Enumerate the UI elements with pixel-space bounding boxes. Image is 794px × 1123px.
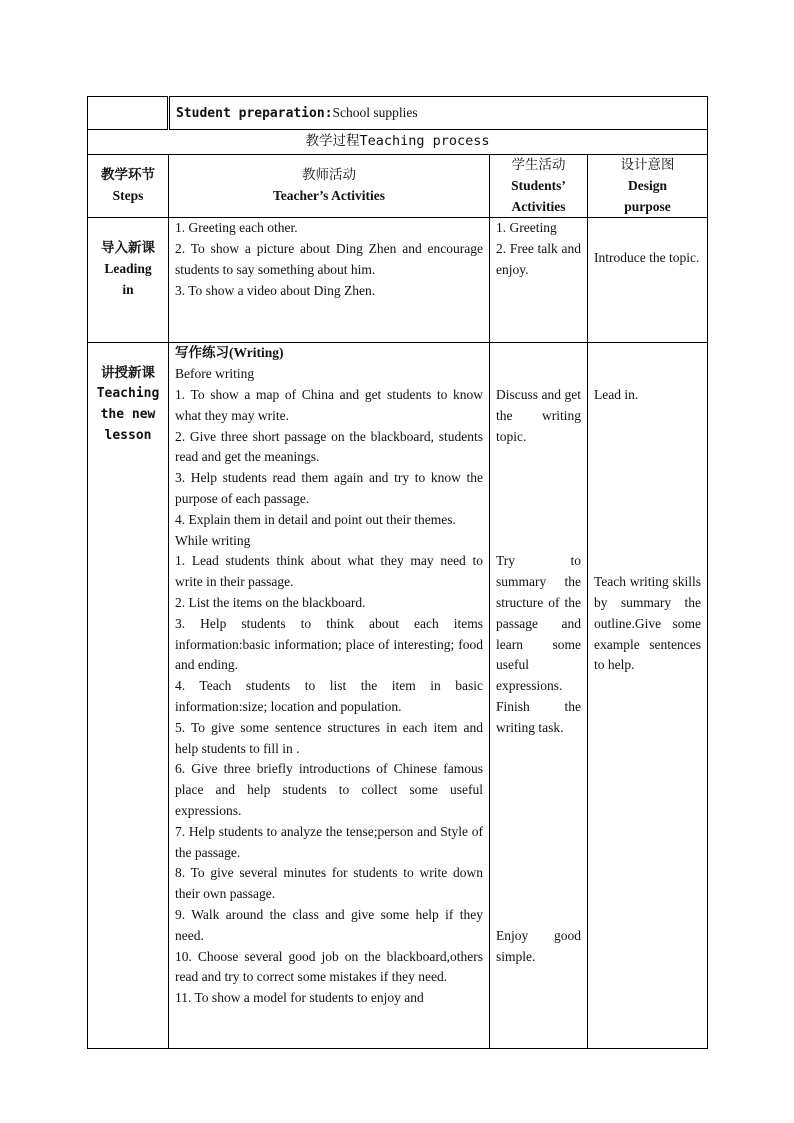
purpose-leading-in: Introduce the topic. [588, 218, 708, 343]
spacer [496, 863, 581, 884]
row-teaching [88, 343, 708, 1049]
teacher-leading-in [169, 218, 490, 343]
header-teacher-en: Teacher’s Activities [272, 188, 386, 204]
prep-label: Student preparation: [176, 106, 333, 121]
spacer [496, 843, 581, 864]
lesson-plan-table [87, 96, 708, 1049]
step-leading-en2: in [122, 281, 134, 297]
spacer [496, 759, 581, 780]
spacer [496, 364, 581, 385]
spacer [594, 531, 701, 552]
teacher-item: 1. Lead students think about what they may need to write in their passage. [175, 553, 483, 590]
spacer [594, 364, 701, 385]
student-item: Enjoy good simple. [496, 927, 581, 964]
purpose-item: Lead in. [594, 386, 639, 402]
spacer [594, 468, 701, 489]
header-steps-en: Steps [112, 188, 144, 204]
teacher-item: 2. List the items on the blackboard. [175, 594, 366, 610]
step-teaching-en1: Teaching [96, 386, 160, 402]
spacer [594, 489, 701, 510]
spacer [496, 822, 581, 843]
step-teaching-cn: 讲授新课 [101, 365, 155, 381]
student-item: Finish the writing task. [496, 698, 581, 735]
process-title-row [88, 130, 708, 155]
student-item: Discuss and get the writing topic. [496, 386, 581, 444]
teacher-item: 2. Give three short passage on the blackboard, students read and get the meanings. [175, 428, 483, 465]
student-item: Try to summary the structure of the passage and learn some useful expressions. [496, 553, 581, 694]
teacher-item: 5. To give some sentence structures in each item and help students to fill in . [175, 719, 483, 756]
step-teaching-en2: the new [100, 406, 156, 422]
purpose-item: Teach writing skills by summary the outline.Give some example sentences to help. [594, 574, 702, 673]
spacer [594, 406, 701, 427]
header-student [490, 155, 588, 218]
student-item: 1. Greeting [496, 220, 557, 236]
teacher-item: 4. Teach students to list the item in basic information:size; location and population. [175, 678, 483, 714]
step-teaching-en3: lesson [104, 427, 152, 443]
step-leading-en1: Leading [104, 261, 152, 277]
teacher-item: 8. To give several minutes for students to write down their own passage. [175, 865, 483, 902]
spacer [496, 801, 581, 822]
teacher-item: 9. Walk around the class and give some help if they need. [175, 906, 483, 943]
header-purpose-cn: 设计意图 [620, 157, 675, 172]
spacer [594, 343, 701, 364]
spacer [594, 551, 701, 572]
step-leading-in [88, 218, 169, 343]
header-student-cn: 学生活动 [511, 157, 566, 172]
prep-cell [169, 97, 708, 130]
spacer [496, 739, 581, 760]
header-row [88, 155, 708, 218]
header-purpose [588, 155, 708, 218]
spacer [496, 905, 581, 926]
spacer [594, 447, 701, 468]
purpose-teaching [588, 343, 708, 1049]
spacer [496, 489, 581, 510]
spacer [594, 427, 701, 448]
spacer [496, 884, 581, 905]
student-leading-in [490, 218, 588, 343]
header-steps [88, 155, 169, 218]
student-teaching [490, 343, 588, 1049]
prep-empty-cell [88, 97, 169, 130]
header-purpose-en2: purpose [624, 198, 671, 214]
header-teacher-cn: 教师活动 [302, 167, 356, 183]
teacher-item: 2. To show a picture about Ding Zhen and encourage students to say something about him. [175, 241, 483, 277]
spacer [496, 780, 581, 801]
prep-value: School supplies [332, 105, 418, 120]
teacher-item: 4. Explain them in detail and point out their themes. [175, 511, 456, 527]
teacher-item: 6. Give three briefly introductions of Chinese famous place and help students to collect some useful expressions. [175, 761, 483, 818]
header-student-en1: Students’ [511, 177, 566, 193]
teacher-item: 3. To show a video about Ding Zhen. [175, 282, 376, 298]
spacer [496, 531, 581, 552]
prep-row [88, 97, 708, 130]
header-purpose-en1: Design [628, 177, 668, 193]
student-item: 2. Free talk and enjoy. [496, 241, 581, 277]
writing-heading: 写作练习(Writing) [175, 345, 284, 361]
spacer [594, 510, 701, 531]
before-writing-label: Before writing [175, 366, 255, 382]
teacher-item: 10. Choose several good job on the blackboard,others read and try to correct some mistakes if they need. [175, 948, 483, 985]
teacher-item: 1. Greeting each other. [175, 220, 298, 236]
header-student-en2: Activities [511, 198, 566, 214]
spacer [496, 343, 581, 364]
spacer [496, 510, 581, 531]
teacher-item: 7. Help students to analyze the tense;person and Style of the passage. [175, 823, 483, 860]
spacer [496, 468, 581, 489]
teacher-item: 3. Help students read them again and try to know the purpose of each passage. [175, 470, 483, 506]
step-leading-cn: 导入新课 [101, 240, 155, 256]
header-teacher [169, 155, 490, 218]
spacer [496, 447, 581, 468]
process-title: 教学过程Teaching process [88, 130, 708, 155]
row-leading-in [88, 218, 708, 343]
teacher-item: 3. Help students to think about each items information:basic information; place of interesting; food and ending. [175, 615, 483, 673]
teacher-item: 11. To show a model for students to enjoy and [175, 990, 424, 1006]
while-writing-label: While writing [175, 532, 251, 548]
teacher-item: 1. To show a map of China and get students to know what they may write. [175, 386, 483, 423]
header-steps-cn: 教学环节 [101, 167, 155, 183]
step-teaching [88, 343, 169, 1049]
teacher-teaching [169, 343, 490, 1049]
